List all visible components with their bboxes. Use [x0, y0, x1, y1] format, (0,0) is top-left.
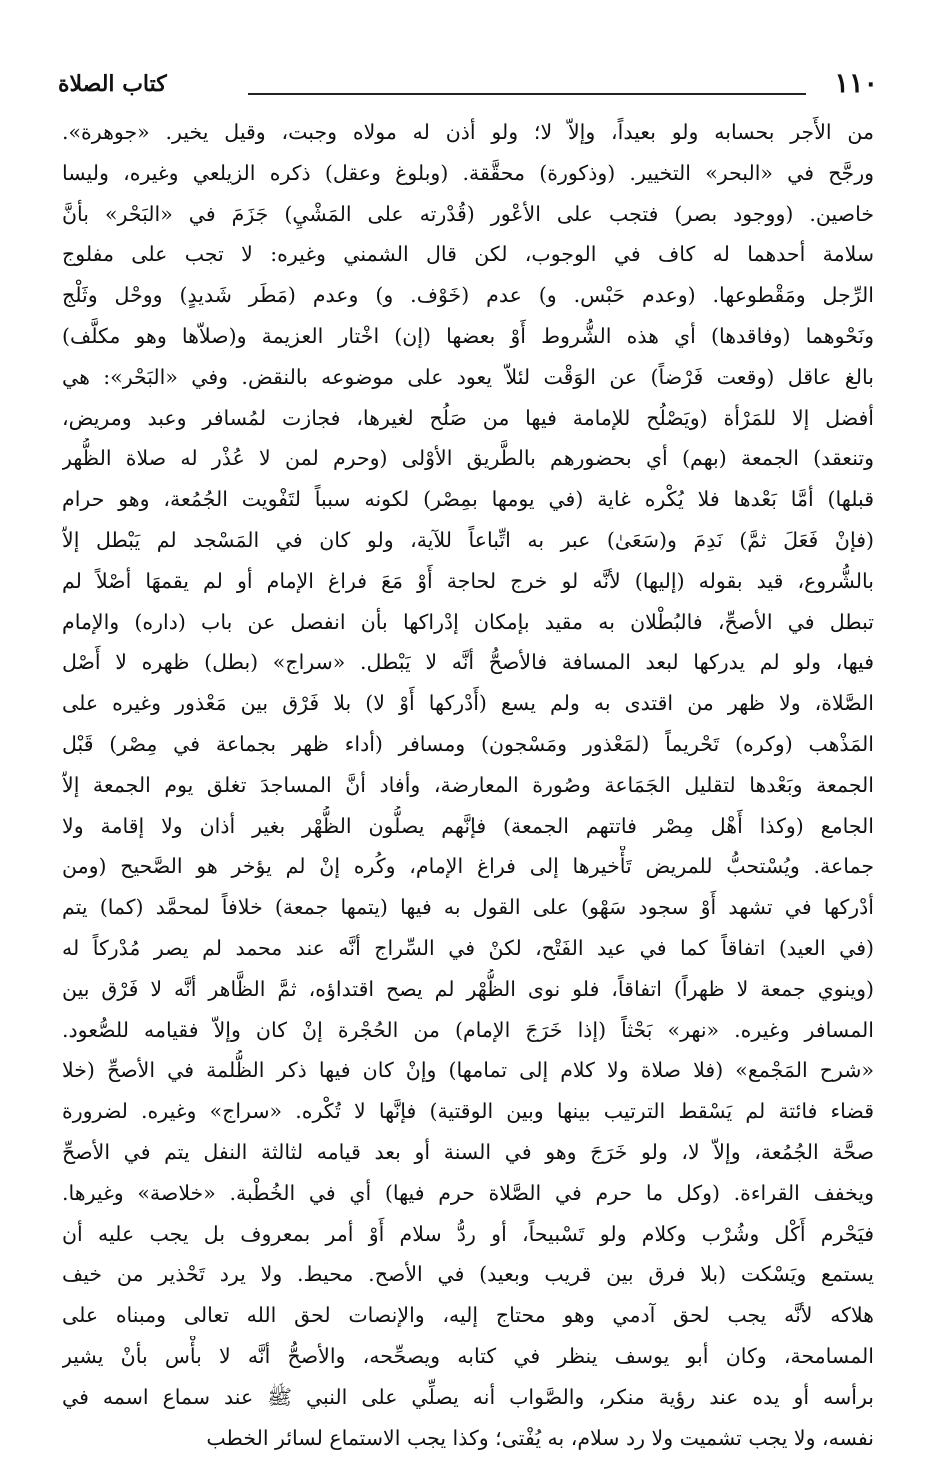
text-line: المَذْهب (وكره) تَحْريماً (لمَعْذور ومَسْجون) ومسافر (أداء ظهر بجماعة في مِصْر) قَبْل	[62, 724, 874, 765]
text-line: (فإنْ فَعَلَ ثمَّ) نَدِمَ و(سَعَىٰ) عبر به اتِّباعاً للآية، ولو كان في المَسْجد لم يَبْطل إلاّ	[62, 520, 874, 561]
text-line: الجمعة وبَعْدها لتقليل الجَمَاعة وصُورة المعارضة، وأفاد أنَّ المساجدَ تغلق يوم الجمعة إلاّ	[62, 765, 874, 806]
text-line: بالشُّروع، قيد بقوله (إليها) لأنَّه لو خرج لحاجة أَوْ مَعَ فراغ الإمام أو لم يقمهَا أصْلاً لم	[62, 561, 874, 602]
text-line: قضاء فائتة لم يَسْقط الترتيب بينها وبين الوقتية) فإنَّها لا تُكْره. «سراج» وغيره. لضرورة	[62, 1091, 874, 1132]
text-line: أفضل إلا للمَرْأة (ويَصْلُح للإمامة فيها من صَلُح لغيرها، فجازت لمُسافر وعبد ومريض،	[62, 398, 874, 439]
text-line: بالغ عاقل (وقعت فَرْضاً) عن الوَقْت لئلاّ يعود على موضوعه بالنقض. وفي «البَحْر»: هي	[62, 357, 874, 398]
header-rule	[248, 93, 806, 95]
text-line: صحَّة الجُمُعة، وإلاّ لا، ولو خَرَجَ وهو في السنة أو بعد قيامه لثالثة النفل يتم في الأصحِّ	[62, 1132, 874, 1173]
page-number: ١١٠	[834, 66, 878, 102]
text-line: برأسه أو يده عند رؤية منكر، والصَّواب أنه يصلِّي على النبي ﷺ عند سماع اسمه في	[62, 1377, 874, 1418]
text-line: تبطل في الأصحِّ، فالبُطْلان به مقيد بإمكان إدْراكها بأن انفصل عن باب (داره) والإمام	[62, 602, 874, 643]
text-line: «شرح المَجْمع» (فلا صلاة ولا كلام إلى تمامها) وإنْ كان فيها ذكر الظُّلمة في الأصحِّ (خلا	[62, 1050, 874, 1091]
text-line: قبلها) أمَّا بَعْدها فلا يُكْره غاية (في يومها بمِصْر) لكونه سبباً لتَفْويت الجُمُعة، وهو حرام	[62, 479, 874, 520]
text-line: نفسه، ولا يجب تشميت ولا رد سلام، به يُفْتى؛ وكذا يجب الاستماع لسائر الخطب	[62, 1418, 874, 1458]
text-line: خاصين. (ووجود بصر) فتجب على الأعْور (قُدْرته على المَشْيِ) جَزَمَ في «البَحْر» بأنَّ	[62, 194, 874, 235]
text-line: من الأَجر بحسابه ولو بعيداً، وإلاّ لا؛ ولو أذن له مولاه وجبت، وقيل يخير. «جوهرة».	[62, 112, 874, 153]
text-line: المسافر وغيره. «نهر» بَحْثاً (إذا خَرَجَ الإمام) من الحُجْرة إنْ كان وإلاّ فقيامه للصُّعود.	[62, 1010, 874, 1051]
body-text	[62, 112, 874, 1458]
text-line: ونَحْوهما (وفاقدها) أي هذه الشُّروط أَوْ بعضها (إن) اخْتار العزيمة و(صلاّها وهو مكلَّف)	[62, 316, 874, 357]
text-line: الجامع (وكذا أَهْل مِصْر فاتتهم الجمعة) فإنَّهم يصلُّون الظُّهْر بغير أذان ولا إقامة ولا	[62, 806, 874, 847]
text-line: وتنعقد) الجمعة (بهم) أي بحضورهم بالطَّريق الأوْلى (وحرم لمن لا عُذْر له صلاة الظُّهر	[62, 438, 874, 479]
text-line: جماعة. ويُسْتحبُّ للمريض تَأْخيرها إلى فراغ الإمام، وكُره إنْ لم يؤخر هو الصَّحيح (ومن	[62, 846, 874, 887]
text-line: ويخفف القراءة. (وكل ما حرم في الصَّلاة حرم فيها) أي في الخُطْبة. «خلاصة» وغيرها.	[62, 1173, 874, 1214]
page-header	[58, 66, 878, 102]
text-line: (وينوي جمعة لا ظهراً) اتفاقاً، فلو نوى الظُّهْر لم يصح اقتداؤه، ثمَّ الظَّاهر أنَّه لا فَرْق بين	[62, 969, 874, 1010]
text-line: المسامحة، وكان أبو يوسف ينظر في كتابه ويصحِّحه، والأصحُّ أنَّه لا بأْس بأنْ يشير	[62, 1336, 874, 1377]
text-line: أدْركها في تشهد أَوْ سجود سَهْو) على القول به فيها (يتمها جمعة) خلافاً لمحمَّد (كما) يتم	[62, 887, 874, 928]
text-line: (في العيد) اتفاقاً كما في عيد الفَتْح، لكنْ في السِّراج أنَّه عند محمد لم يصر مُدْركاً له	[62, 928, 874, 969]
text-line: سلامة أحدهما له كاف في الوجوب، لكن قال الشمني وغيره: لا تجب على مفلوج	[62, 234, 874, 275]
text-line: فيَحْرم أَكْل وشُرْب وكلام ولو تَسْبيحاً، أو ردُّ سلام أَوْ أمر بمعروف بل يجب عليه أن	[62, 1214, 874, 1255]
text-line: الصَّلاة، ولا ظهر من اقتدى به ولم يسع (أَدْركها أَوْ لا) بلا فَرْق بين مَعْذور وغيره على	[62, 683, 874, 724]
text-line: فيها، ولو لم يدركها لبعد المسافة فالأصحُّ أنَّه لا يَبْطل. «سراج» (بطل) ظهره لا أَصْل	[62, 642, 874, 683]
text-line: يستمع ويَسْكت (بلا فرق بين قريب وبعيد) في الأصح. محيط. ولا يرد تَحْذير من خيف	[62, 1254, 874, 1295]
book-title: كتاب الصلاة	[58, 66, 167, 102]
text-line: ورجَّح في «البحر» التخيير. (وذكورة) محقَّقة. (وبلوغ وعقل) ذكره الزيلعي وغيره، وليسا	[62, 153, 874, 194]
text-line: هلاكه لأنَّه يجب لحق آدمي وهو محتاج إليه، والإنصات لحق الله تعالى ومبناه على	[62, 1295, 874, 1336]
text-line: الرِّجل ومَقْطوعها. (وعدم حَبْس. و) عدم (خَوْف. و) وعدم (مَطَر شَديدٍ) ووحْل وثَلْج	[62, 275, 874, 316]
